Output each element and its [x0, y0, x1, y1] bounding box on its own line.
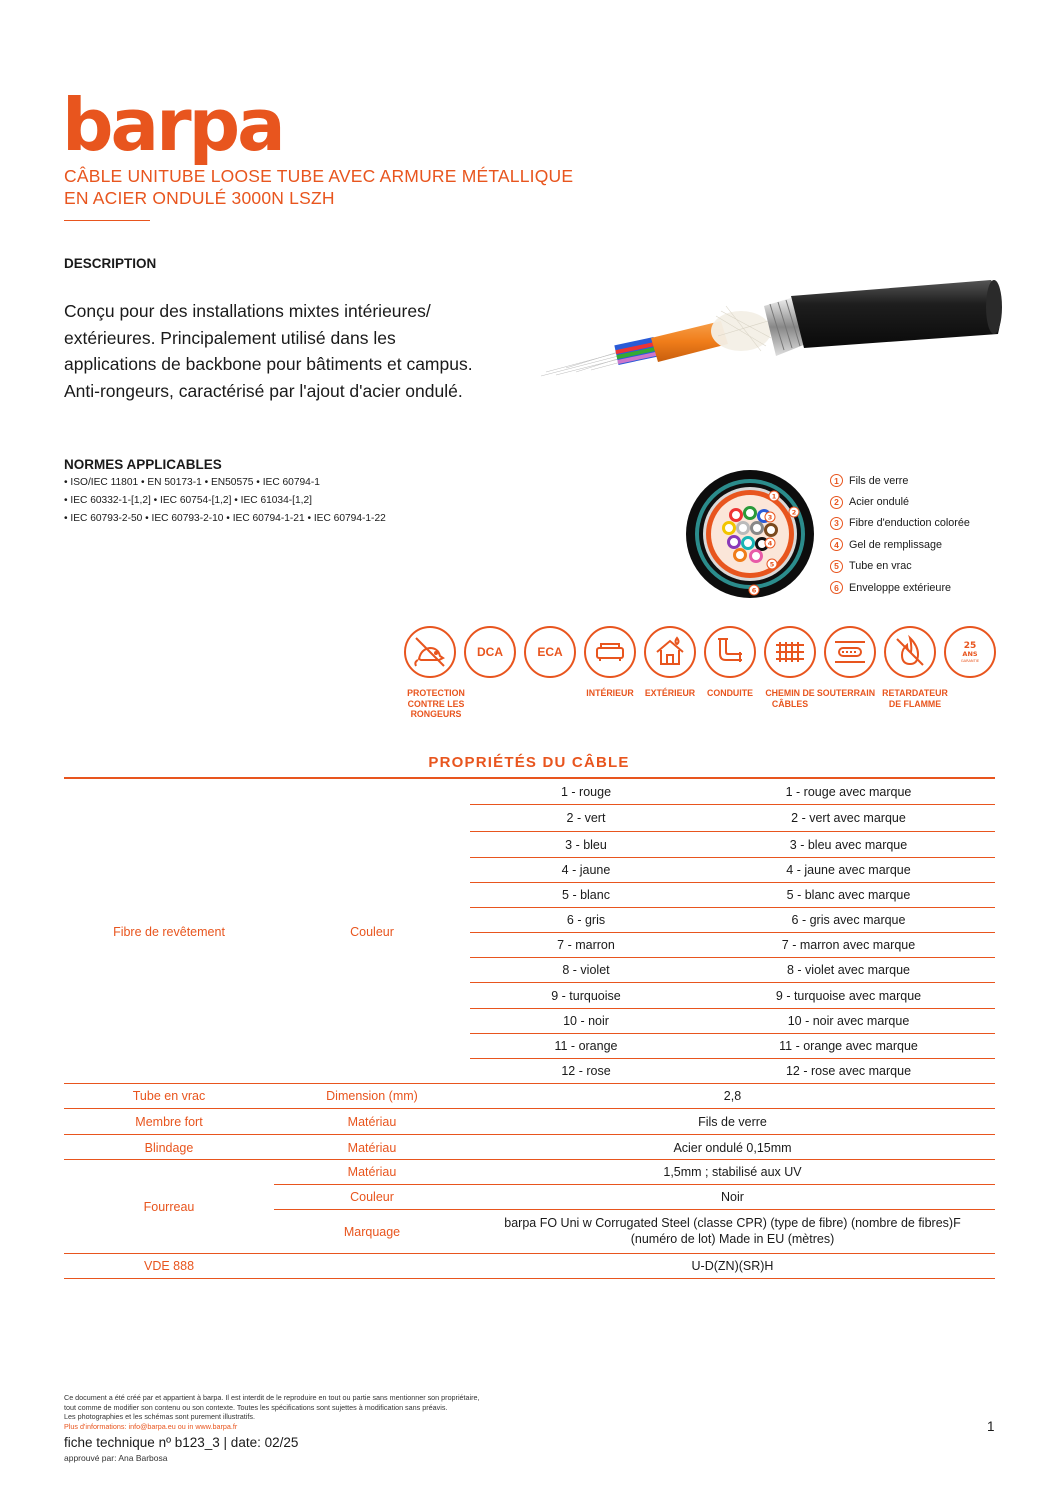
- row-value-vde: U-D(ZN)(SR)H: [691, 1259, 774, 1273]
- fibre-color-cell: 8 - violet: [562, 963, 610, 977]
- legend-item: [830, 556, 970, 577]
- row-label-loose-tube: Tube en vrac: [132, 1089, 206, 1103]
- row-value-strength-member: Fils de verre: [698, 1114, 767, 1129]
- fibre-color-cell: 4 - jaune: [561, 863, 611, 877]
- fibre-color-cell: 9 - turquoise: [551, 988, 621, 1003]
- row-sublabel-material: Matériau: [347, 1114, 397, 1129]
- legend-number: 4: [830, 538, 843, 551]
- disclaimer-line: tout comme de modifier son contenu ou son contexte. Toutes les spécifications sont sujettes à modification sans préavis.: [64, 1402, 448, 1412]
- feature-label-indoor: INTÉRIEUR: [586, 688, 634, 698]
- outdoor-house-icon: [644, 626, 696, 678]
- legend-item: [830, 491, 970, 512]
- eca-icon: [524, 626, 576, 678]
- svg-text:3: 3: [767, 513, 773, 522]
- legend-label: Acier ondulé: [849, 496, 910, 509]
- fibre-color-cell: 6 - gris: [566, 913, 606, 927]
- legend-item: [830, 513, 970, 534]
- row-sublabel-color: Couleur: [350, 1190, 394, 1204]
- conduit-pipe-icon: [704, 626, 756, 678]
- fibre-color-marked-cell: 8 - violet avec marque: [787, 963, 910, 977]
- row-label-sheath: Fourreau: [143, 1199, 195, 1214]
- fibre-color-marked-cell: 2 - vert avec marque: [791, 811, 906, 825]
- fibre-color-cell: 11 - orange: [554, 1039, 618, 1053]
- row-label-vde: VDE 888: [143, 1259, 195, 1273]
- svg-text:5: 5: [769, 560, 775, 569]
- svg-text:4: 4: [767, 539, 773, 548]
- more-info-link[interactable]: Plus d'informations: info@barpa.eu ou in www.barpa.fr: [64, 1421, 238, 1431]
- barpa-logo: [62, 92, 292, 172]
- fibre-color-cell: 1 - rouge: [560, 784, 612, 799]
- cable-tray-icon: [764, 626, 816, 678]
- row-value-armour: Acier ondulé 0,15mm: [673, 1140, 792, 1155]
- warranty-unit: ANS: [962, 650, 978, 658]
- fibre-color-marked-cell: 1 - rouge avec marque: [785, 784, 912, 799]
- svg-text:2: 2: [791, 508, 797, 517]
- fibre-color-marked-cell: 4 - jaune avec marque: [786, 863, 911, 877]
- legend-label: Fibre d'enduction colorée: [849, 517, 970, 530]
- legend-number: 6: [830, 581, 843, 594]
- svg-text:6: 6: [751, 586, 757, 595]
- row-sublabel-material: Matériau: [347, 1140, 397, 1155]
- datasheet-reference: fiche technique nº b123_3 | date: 02/25: [64, 1435, 299, 1450]
- eca-text: ECA: [537, 645, 563, 659]
- fibre-color-cell: 7 - marron: [557, 938, 615, 952]
- fibre-color-marked-cell: 7 - marron avec marque: [781, 938, 916, 952]
- warranty-icon: [944, 626, 996, 678]
- flame-retardant-icon: [884, 626, 936, 678]
- disclaimer-line: Ce document a été créé par et appartient à barpa. Il est interdit de le reproduire en tout ou partie sans mentionner son propriétaire,: [64, 1393, 480, 1402]
- legend-number: 5: [830, 560, 843, 573]
- row-sublabel-dimension: Dimension (mm): [326, 1089, 418, 1103]
- legend-item: [830, 534, 970, 555]
- norm-line: • IEC 60332-1-[1,2] • IEC 60754-[1,2] • IEC 61034-[1,2]: [64, 495, 312, 506]
- row-value-sheath-marking: [470, 1210, 995, 1253]
- warranty-caption: GARANTIE: [960, 659, 980, 663]
- legend-label: Gel de remplissage: [849, 538, 943, 551]
- row-sublabel-fibre-color: Couleur: [350, 924, 394, 939]
- legend-number: 3: [830, 517, 843, 530]
- footer-disclaimer: [64, 1393, 480, 1431]
- fibre-color-marked-cell: 6 - gris avec marque: [791, 913, 906, 927]
- feature-label-rodent: PROTECTION CONTRE LES RONGEURS: [407, 688, 465, 720]
- legend-item: [830, 577, 970, 598]
- row-divider: [64, 1278, 995, 1279]
- disclaimer-line: Les photographies et les schémas sont purement illustratifs.: [64, 1412, 255, 1422]
- svg-text:1: 1: [771, 492, 777, 501]
- product-title-line-2: EN ACIER ONDULÉ 3000N LSZH: [64, 188, 335, 208]
- properties-title: PROPRIÉTÉS DU CÂBLE: [428, 754, 630, 771]
- feature-label-conduit: CONDUITE: [707, 688, 753, 698]
- cable-photo: [536, 276, 1006, 386]
- svg-text:barpa: barpa: [62, 92, 283, 167]
- legend-label: Tube en vrac: [849, 560, 912, 573]
- feature-label-cable-tray: CHEMIN DE CÂBLES: [765, 688, 815, 709]
- legend-number: 1: [830, 474, 843, 487]
- feature-label-outdoor: EXTÉRIEUR: [644, 688, 696, 698]
- legend-label: Fils de verre: [849, 474, 909, 487]
- row-label-armour: Blindage: [144, 1140, 194, 1155]
- row-label-fibre: Fibre de revêtement: [113, 924, 225, 939]
- fibre-color-marked-cell: 9 - turquoise avec marque: [775, 988, 922, 1003]
- description-heading: DESCRIPTION: [64, 256, 157, 271]
- indoor-sofa-icon: [584, 626, 636, 678]
- fibre-color-cell: 3 - bleu: [565, 837, 607, 852]
- feature-label-flame-retardant: RETARDATEUR DE FLAMME: [882, 688, 948, 709]
- fibre-color-marked-cell: 11 - orange avec marque: [779, 1039, 918, 1053]
- fibre-color-cell: 10 - noir: [563, 1014, 609, 1028]
- underground-icon: [824, 626, 876, 678]
- row-value-loose-tube: 2,8: [723, 1089, 742, 1103]
- fibre-color-cell: 5 - blanc: [562, 888, 610, 902]
- legend-label: Enveloppe extérieure: [849, 581, 952, 594]
- description-text: Conçu pour des installations mixtes intérieures/ extérieures. Principalement utilisé dans les applications de backbone pour bâtiments et campus. Anti-rongeurs, caractérisé par l'ajout d'acier ondulé.: [64, 301, 473, 401]
- row-label-strength-member: Membre fort: [135, 1114, 203, 1129]
- legend-number: 2: [830, 496, 843, 509]
- fibre-color-marked-cell: 3 - bleu avec marque: [789, 837, 908, 852]
- fibre-color-marked-cell: 5 - blanc avec marque: [786, 888, 911, 902]
- norms-heading: NORMES APPLICABLES: [64, 457, 222, 472]
- norm-line: • ISO/IEC 11801 • EN 50173-1 • EN50575 • IEC 60794-1: [64, 477, 320, 488]
- fibre-color-cell: 12 - rose: [561, 1064, 611, 1078]
- fibre-color-marked-cell: 12 - rose avec marque: [785, 1064, 912, 1078]
- title-divider: [64, 220, 150, 221]
- dca-icon: [464, 626, 516, 678]
- page-number: 1: [987, 1419, 995, 1434]
- cross-section-legend: [830, 470, 970, 598]
- row-sublabel-marking: Marquage: [343, 1224, 401, 1239]
- feature-label-underground: SOUTERRAIN: [816, 688, 876, 698]
- fibre-color-cell: 2 - vert: [566, 811, 606, 825]
- marking-line-2: (numéro de lot) Made in EU (mètres): [630, 1231, 835, 1246]
- rodent-protection-icon: [404, 626, 456, 678]
- warranty-years: 25: [963, 641, 977, 651]
- row-value-sheath-color: Noir: [721, 1190, 744, 1204]
- row-value-sheath-material: 1,5mm ; stabilisé aux UV: [663, 1165, 802, 1179]
- cable-cross-section-diagram: [684, 468, 816, 600]
- legend-item: [830, 470, 970, 491]
- norm-line: • IEC 60793-2-50 • IEC 60793-2-10 • IEC 60794-1-21 • IEC 60794-1-22: [64, 513, 386, 524]
- marking-line-1: barpa FO Uni w Corrugated Steel (classe CPR) (type de fibre) (nombre de fibres)F: [504, 1216, 961, 1230]
- approved-by: approuvé par: Ana Barbosa: [64, 1453, 168, 1463]
- row-sublabel-material: Matériau: [347, 1165, 397, 1179]
- dca-text: DCA: [477, 645, 503, 659]
- fibre-color-marked-cell: 10 - noir avec marque: [787, 1014, 910, 1028]
- product-title-line-1: CÂBLE UNITUBE LOOSE TUBE AVEC ARMURE MÉTALLIQUE: [64, 166, 574, 186]
